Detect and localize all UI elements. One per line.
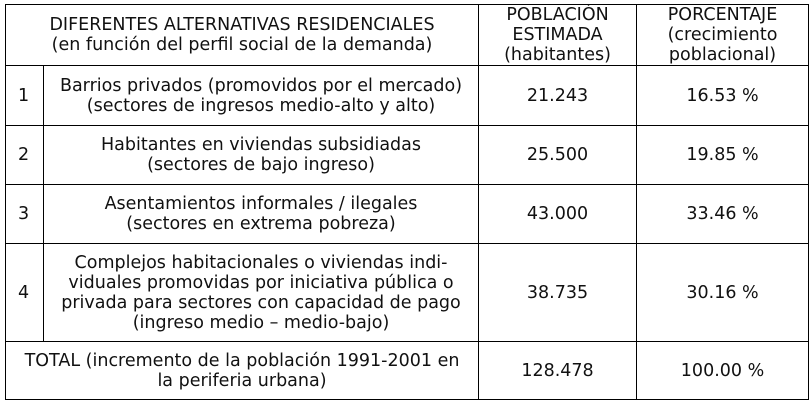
header-porcentaje-line1: PORCENTAJE: [667, 5, 778, 25]
row-poblacion: 25.500: [479, 126, 637, 185]
row-description-line: Complejos habitacionales o viviendas indi-: [74, 252, 448, 273]
row-description: [44, 244, 479, 342]
row-description: [44, 66, 479, 126]
header-porcentaje-line3: poblacional): [668, 45, 777, 65]
total-label: [6, 342, 479, 400]
row-poblacion: 43.000: [479, 185, 637, 244]
total-poblacion: 128.478: [479, 342, 637, 400]
table-row: [6, 185, 809, 244]
table-row: [6, 244, 809, 342]
header-row: [6, 5, 809, 66]
row-porcentaje: 33.46 %: [637, 185, 809, 244]
row-description-line: privada para sectores con capacidad de pago: [61, 292, 461, 313]
row-description-line: (sectores en extrema pobreza): [126, 214, 396, 234]
row-description-line: viduales promovidas por iniciativa pública o: [68, 272, 454, 293]
total-row: [6, 342, 809, 400]
row-porcentaje: 19.85 %: [637, 126, 809, 185]
header-poblacion-line2: ESTIMADA: [512, 25, 603, 45]
row-description: [44, 126, 479, 185]
header-subtitle: (en función del perfil social de la demanda): [51, 35, 433, 55]
header-poblacion-line3: (habitantes): [504, 45, 611, 65]
row-poblacion: 38.735: [479, 244, 637, 342]
row-description: [44, 185, 479, 244]
total-label-line: la periferia urbana): [157, 370, 327, 391]
row-index: 2: [6, 126, 44, 185]
row-index: 3: [6, 185, 44, 244]
header-porcentaje-cell: [637, 5, 809, 66]
row-porcentaje: 30.16 %: [637, 244, 809, 342]
header-poblacion-cell: [479, 5, 637, 66]
row-description-line: Barrios privados (promovidos por el mercado): [59, 75, 463, 96]
row-index: 1: [6, 66, 44, 126]
row-poblacion: 21.243: [479, 66, 637, 126]
row-description-line: (ingreso medio – medio-bajo): [132, 312, 390, 333]
row-description-line: Habitantes en viviendas subsidiadas: [101, 135, 422, 155]
header-poblacion-line1: POBLACIÓN: [506, 5, 609, 25]
residential-alternatives-table: [5, 4, 809, 400]
table-row: [6, 66, 809, 126]
total-label-line: TOTAL (incremento de la población 1991-2001 en: [24, 350, 460, 371]
header-title: DIFERENTES ALTERNATIVAS RESIDENCIALES: [49, 15, 435, 35]
row-description-line: (sectores de ingresos medio-alto y alto): [86, 95, 436, 116]
row-description-line: (sectores de bajo ingreso): [147, 155, 375, 175]
row-description-line: Asentamientos informales / ilegales: [104, 194, 418, 214]
table-row: [6, 126, 809, 185]
header-porcentaje-line2: (crecimiento: [667, 25, 778, 45]
total-porcentaje: 100.00 %: [637, 342, 809, 400]
row-index: 4: [6, 244, 44, 342]
header-title-cell: [6, 5, 479, 66]
row-porcentaje: 16.53 %: [637, 66, 809, 126]
